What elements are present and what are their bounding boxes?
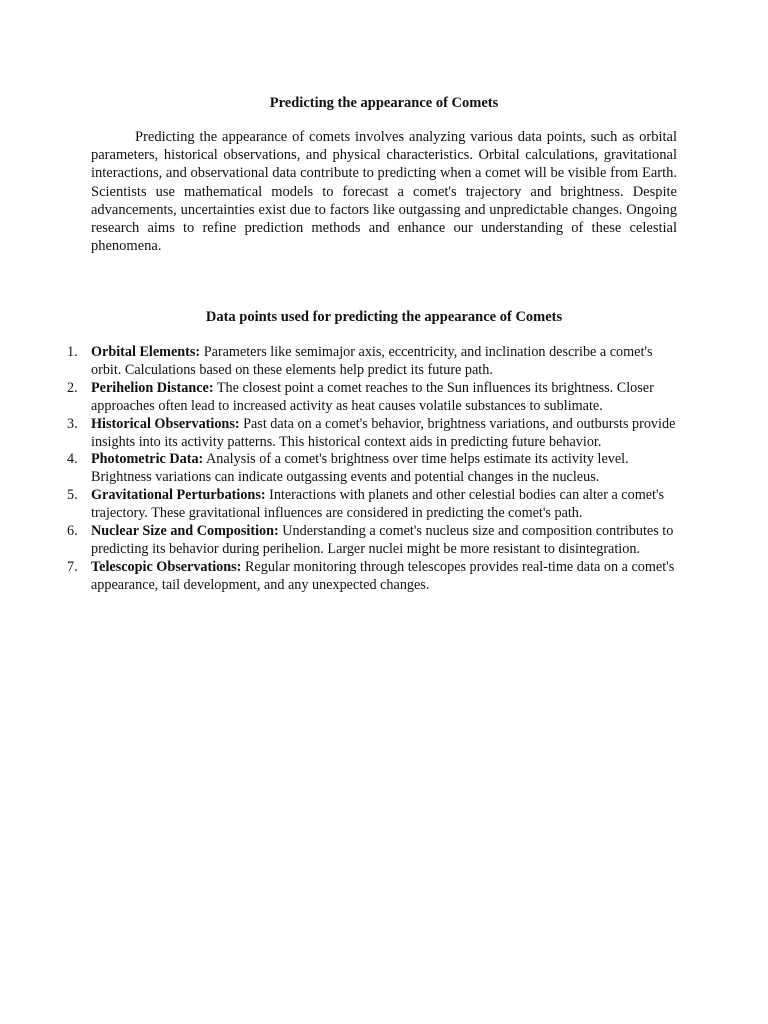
list-term: Orbital Elements: xyxy=(91,344,201,360)
list-item xyxy=(67,379,683,416)
list-number: 5. xyxy=(67,487,78,504)
list-item xyxy=(67,487,683,523)
list-text: Parameters like semimajor axis, eccentricity, and inclination describe a comet's orbit. Calculations based on these elements help predict its future path. xyxy=(91,344,653,378)
list-number: 1. xyxy=(67,344,78,360)
list-text: The closest point a comet reaches to the Sun influences its brightness. Closer approaches often lead to increased activity as heat causes volatile substances to sublimate. xyxy=(91,379,654,414)
list-number: 4. xyxy=(67,451,78,468)
list-term: Nuclear Size and Composition: xyxy=(91,523,279,540)
list-text: Understanding a comet's nucleus size and composition contributes to predicting its behavior during perihelion. Larger nuclei might be more resistant to disintegration. xyxy=(91,523,674,557)
list-text: Interactions with planets and other celestial bodies can alter a comet's trajectory. These gravitational influences are considered in predicting the comet's path. xyxy=(91,487,665,522)
document-title: Predicting the appearance of Comets xyxy=(269,95,499,111)
list-item xyxy=(67,451,683,487)
list-item xyxy=(67,415,683,452)
intro-paragraph: Predicting the appearance of comets involves analyzing various data points, such as orbital parameters, historical observations, and physical characteristics. Orbital calculations, gravitational interactions, and observational data contribute to predicting when a comet will be visible from Earth. Scientists use mathematical models to forecast a comet's trajectory and brightness. Despite advancements, uncertainties exist due to factors like outgassing and unpredictable changes. Ongoing research aims to refine prediction methods and enhance our understanding of these celestial phenomena. xyxy=(91,129,677,255)
list-number: 2. xyxy=(67,379,78,396)
list-number: 7. xyxy=(67,558,78,575)
list-number: 3. xyxy=(67,415,78,432)
list-term: Telescopic Observations: xyxy=(91,558,242,575)
list-item xyxy=(67,523,683,559)
list-term: Photometric Data: xyxy=(91,451,204,468)
list-number: 6. xyxy=(67,523,78,540)
list-text: Regular monitoring through telescopes provides real-time data on a comet's appearance, tail development, and any unexpected changes. xyxy=(91,558,675,593)
list-term: Perihelion Distance: xyxy=(91,379,214,396)
data-points-list xyxy=(67,344,683,595)
list-term: Gravitational Perturbations: xyxy=(91,487,266,504)
list-term: Historical Observations: xyxy=(91,415,240,432)
list-item xyxy=(67,344,683,380)
list-item xyxy=(67,558,683,595)
list-text: Analysis of a comet's brightness over time helps estimate its activity level. Brightness variations can indicate outgassing events and potential changes in the nucleus. xyxy=(91,451,629,486)
list-text: Past data on a comet's behavior, brightness variations, and outbursts provide insights into its activity patterns. This historical context aids in predicting future behavior. xyxy=(91,415,676,450)
section-title: Data points used for predicting the appearance of Comets xyxy=(205,309,563,325)
